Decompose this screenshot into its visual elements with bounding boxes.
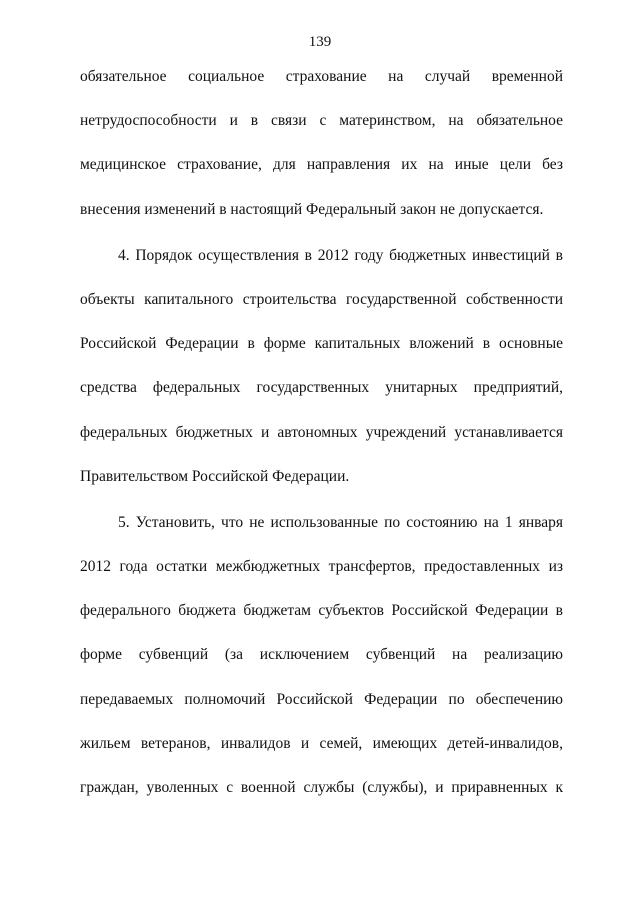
text-line: Правительством Российской Федерации.	[80, 467, 350, 485]
text-line: 4. Порядок осуществления в 2012 году бюджетных инвестиций в	[118, 246, 563, 264]
text-line: федерального бюджета бюджетам субъектов Российской Федерации в	[80, 602, 563, 620]
text-line: федеральных бюджетных и автономных учреждений устанавливается	[80, 423, 563, 441]
text-line: внесения изменений в настоящий Федеральный закон не допускается.	[80, 200, 544, 218]
page-number: 139	[308, 34, 332, 50]
text-line: средства федеральных государственных унитарных предприятий,	[80, 379, 563, 397]
text-line: обязательное социальное страхование на случай временной	[80, 68, 563, 85]
text-line: медицинское страхование, для направления их на иные цели без	[80, 156, 563, 174]
text-line: Российской Федерации в форме капитальных вложений в основные	[80, 335, 563, 353]
text-line: форме субвенций (за исключением субвенций на реализацию	[80, 646, 563, 664]
text-line: передаваемых полномочий Российской Федерации по обеспечению	[80, 690, 563, 708]
text-line: нетрудоспособности и в связи с материнством, на обязательное	[80, 112, 563, 130]
text-line: 5. Установить, что не использованные по состоянию на 1 января	[118, 513, 563, 531]
text-line: объекты капитального строительства государственной собственности	[80, 290, 563, 308]
text-line: жильем ветеранов, инвалидов и семей, имеющих детей-инвалидов,	[80, 734, 563, 752]
text-line: 2012 года остатки межбюджетных трансфертов, предоставленных из	[80, 558, 563, 576]
body-text	[80, 67, 563, 822]
text-line: граждан, уволенных с военной службы (службы), и приравненных к	[80, 779, 563, 796]
paragraph-item-4	[80, 246, 563, 511]
paragraph-item-5	[80, 513, 563, 822]
paragraph-continuation	[80, 67, 563, 244]
